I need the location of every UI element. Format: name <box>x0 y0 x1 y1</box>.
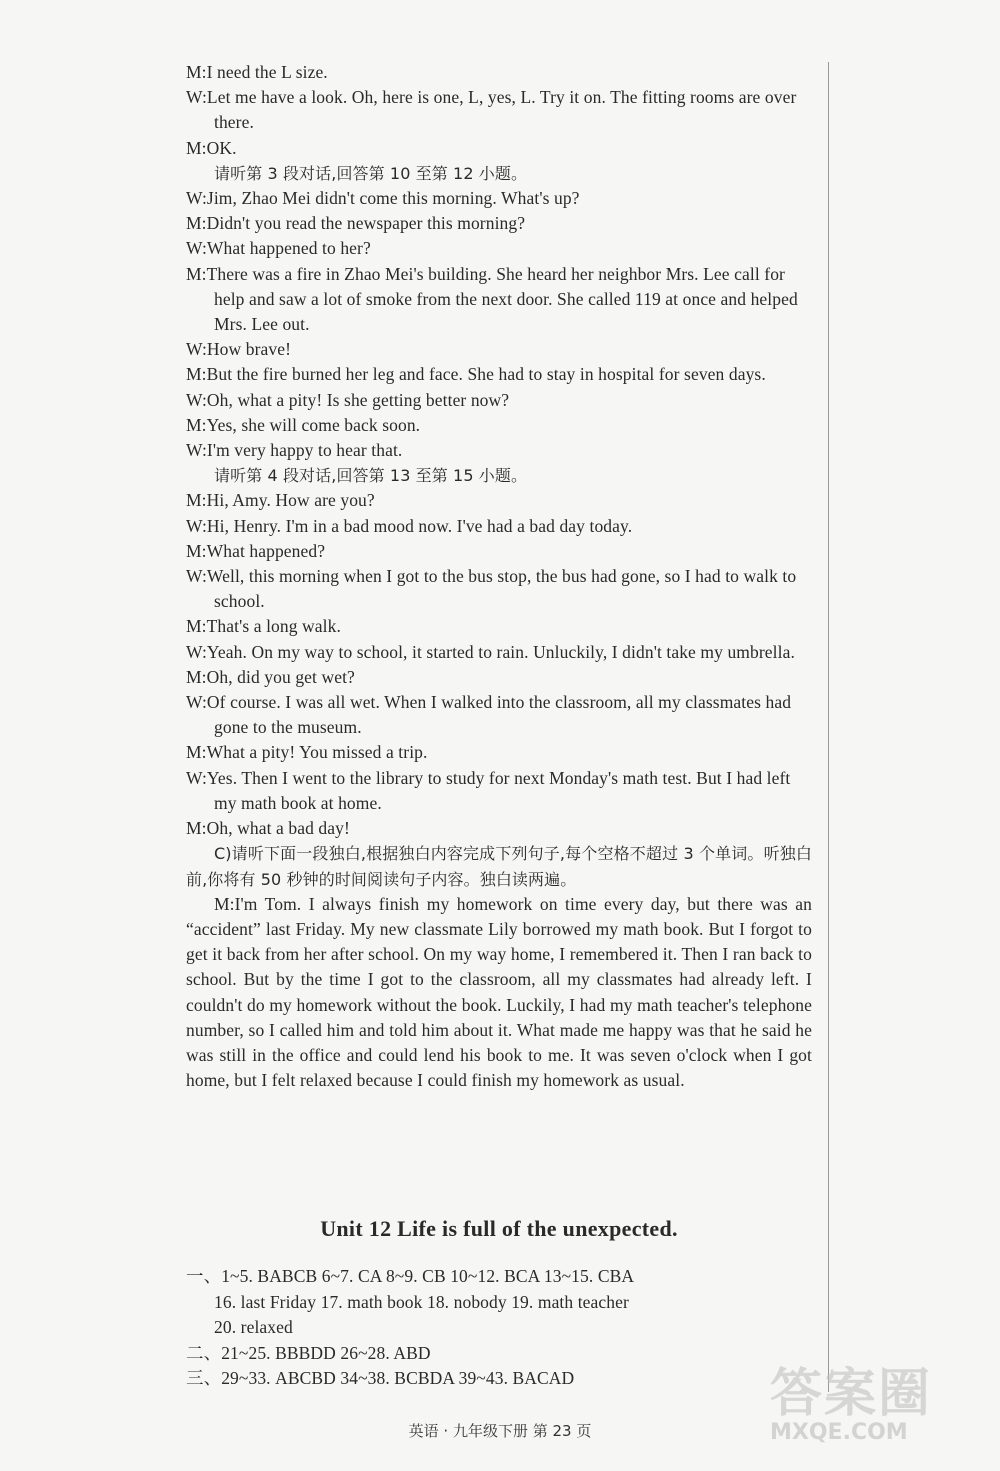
dialogue-line: W:What happened to her? <box>186 238 371 259</box>
dialogue-line: W:I'm very happy to hear that. <box>186 440 403 461</box>
section-c-instruction: C)请听下面一段独白,根据独白内容完成下列句子,每个空格不超过 3 个单词。听独白前,你将有 50 秒钟的时间阅读句子内容。独白读两遍。 <box>186 844 812 889</box>
dialogue-line: M:I need the L size. <box>186 62 328 82</box>
answer-line: 一、1~5. BABCB 6~7. CA 8~9. CB 10~12. BCA 13~15. CBA <box>186 1266 635 1286</box>
dialogue-line: M:Hi, Amy. How are you? <box>186 490 375 511</box>
section-instruction: 请听第 4 段对话,回答第 13 至第 15 小题。 <box>214 466 528 486</box>
watermark-url: MXQE.COM <box>770 1420 908 1445</box>
section-instruction: 请听第 3 段对话,回答第 10 至第 12 小题。 <box>214 163 528 183</box>
answer-key <box>186 1264 812 1392</box>
dialogue-line: W:How brave! <box>186 339 292 360</box>
answer-line: 二、21~25. BBBDD 26~28. ABD <box>186 1342 431 1363</box>
dialogue-line: M:OK. <box>186 137 237 158</box>
dialogue-line: M:Oh, what a bad day! <box>186 818 350 839</box>
dialogue-line: M:Oh, did you get wet? <box>186 666 355 687</box>
answer-line: 20. relaxed <box>214 1317 293 1337</box>
watermark-logo: 答案圈 <box>770 1364 933 1424</box>
dialogue-line: W:Well, this morning when I got to the bus stop, the bus had gone, so I had to walk to school. <box>186 566 797 612</box>
dialogue-line: M:What a pity! You missed a trip. <box>186 742 428 763</box>
watermark <box>770 1351 960 1451</box>
answer-line: 16. last Friday 17. math book 18. nobody 19. math teacher <box>214 1291 629 1312</box>
dialogue-line: M:That's a long walk. <box>186 616 341 637</box>
listening-script <box>186 60 812 1093</box>
dialogue-line: W:Let me have a look. Oh, here is one, L, yes, L. Try it on. The fitting rooms are over there. <box>186 87 797 133</box>
dialogue-line: W:Jim, Zhao Mei didn't come this morning. What's up? <box>186 188 580 209</box>
dialogue-line: W:Oh, what a pity! Is she getting better now? <box>186 389 510 410</box>
dialogue-line: W:Yeah. On my way to school, it started to rain. Unluckily, I didn't take my umbrella. <box>186 641 795 662</box>
dialogue-line: M:Yes, she will come back soon. <box>186 414 421 435</box>
monologue-paragraph: M:I'm Tom. I always finish my homework on time every day, but there was an “accident” last Friday. My new classmate Lily borrowed my math book. But I forgot to get it back from her after school. On my way home, I remembered it. Then I ran back to school. But by the time I got to the classroom, all my classmates had already left. I couldn't do my homework without the book. Luckily, I had my math teacher's telephone number, so I called him and told him about it. What made me happy was that he said he was still in the office and could lend his book to me. It was seven o'clock when I got home, but I felt relaxed because I could finish my homework as usual. <box>186 893 812 1091</box>
unit-title: Unit 12 Life is full of the unexpected. <box>320 1216 678 1241</box>
dialogue-line: W:Hi, Henry. I'm in a bad mood now. I've had a bad day today. <box>186 515 633 536</box>
dialogue-line: W:Of course. I was all wet. When I walked into the classroom, all my classmates had gone to the museum. <box>186 692 792 738</box>
dialogue-line: M:But the fire burned her leg and face. She had to stay in hospital for seven days. <box>186 364 766 385</box>
dialogue-line: M:There was a fire in Zhao Mei's building. She heard her neighbor Mrs. Lee call for help and saw a lot of smoke from the next door. She called 119 at once and helped Mrs. Lee out. <box>186 263 798 335</box>
margin-rule <box>828 62 829 1392</box>
dialogue-line: M:Didn't you read the newspaper this morning? <box>186 213 526 234</box>
dialogue-line: M:What happened? <box>186 540 326 561</box>
page-footer: 英语 · 九年级下册 第 23 页 <box>408 1422 592 1440</box>
answer-line: 三、29~33. ABCBD 34~38. BCBDA 39~43. BACAD <box>186 1368 575 1388</box>
dialogue-line: W:Yes. Then I went to the library to study for next Monday's math test. But I had left my math book at home. <box>186 767 791 813</box>
